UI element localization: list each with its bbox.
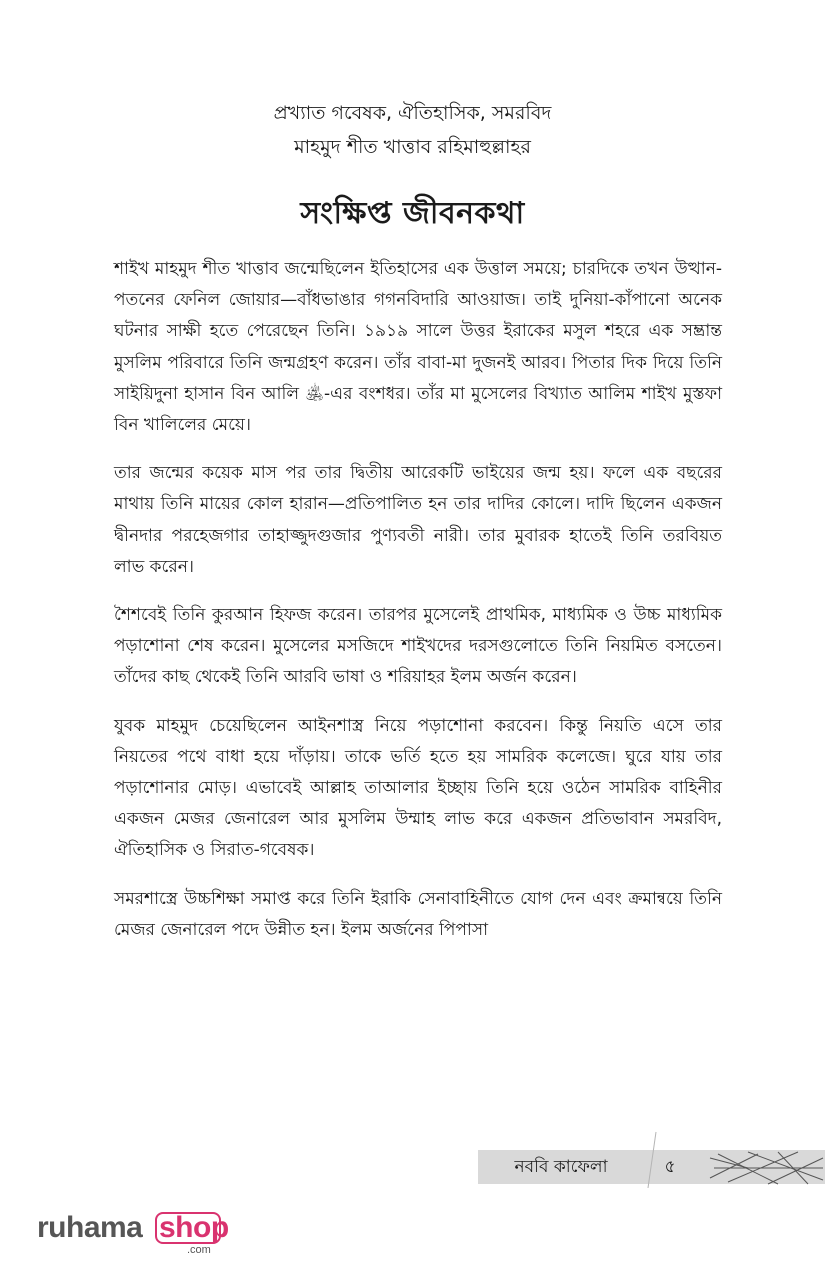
page-number: ৫	[664, 1157, 676, 1177]
logo-ruhama-text: ruhama	[37, 1211, 143, 1244]
chapter-title: সংক্ষিপ্ত জীবনকথা	[300, 196, 525, 231]
page-footer	[478, 1150, 825, 1188]
paragraph-4: যুবক মাহমুদ চেয়েছিলেন আইনশাস্ত্র নিয়ে পড়াশোনা করবেন। কিন্তু নিয়তি এসে তার নিয়তের পথে বাধা হয়ে দাঁড়ায়। তাকে ভর্তি হতে হয় সামরিক কলেজে। ঘুরে যায় তার পড়াশোনার মোড়। এভাবেই আল্লাহ তাআলার ইচ্ছায় তিনি হয়ে ওঠেন সামরিক বাহিনীর একজন মেজর জেনারেল আর মুসলিম উম্মাহ লাভ করে একজন প্রতিভাবান সমরবিদ, ঐতিহাসিক ও সিরাত-গবেষক।	[114, 715, 722, 861]
header-line-1: প্রখ্যাত গবেষক, ঐতিহাসিক, সমরবিদ	[273, 102, 552, 124]
paragraph-3: শৈশবেই তিনি কুরআন হিফজ করেন। তারপর মুসেলেই প্রাথমিক, মাধ্যমিক ও উচ্চ মাধ্যমিক পড়াশোনা শেষ করেন। মুসেলের মসজিদে শাইখদের দরসগুলোতে তিনি নিয়মিত বসতেন। তাঁদের কাছ থেকেই তিনি আরবি ভাষা ও শরিয়াহর ইলম অর্জন করেন।	[114, 605, 722, 688]
paragraph-5: সমরশাস্ত্রে উচ্চশিক্ষা সমাপ্ত করে তিনি ইরাকি সেনাবাহিনীতে যোগ দেন এবং ক্রমান্বয়ে তিনি মেজর জেনারেল পদে উন্নীত হন। ইলম অর্জনের পিপাসা	[114, 888, 722, 940]
book-header	[0, 96, 825, 164]
footer-book-title: নববি কাফেলা	[514, 1157, 608, 1177]
chapter-body	[114, 254, 722, 963]
paragraph-2: তার জন্মের কয়েক মাস পর তার দ্বিতীয় আরেকটি ভাইয়ের জন্ম হয়। ফলে এক বছরের মাথায় তিনি মায়ের কোল হারান—প্রতিপালিত হন তার দাদির কোলে। দাদি ছিলেন একজন দ্বীনদার পরহেজগার তাহাজ্জুদগুজার পুণ্যবতী নারী। তার মুবারক হাতেই তিনি তরবিয়ত লাভ করেন।	[114, 463, 722, 577]
header-line-2: মাহমুদ শীত খাত্তাব রহিমাহুল্লাহর	[294, 136, 531, 158]
logo-dotcom-text: .com	[187, 1244, 211, 1256]
paragraph-1: শাইখ মাহমুদ শীত খাত্তাব জন্মেছিলেন ইতিহাসের এক উত্তাল সময়ে; চারদিকে তখন উত্থান-পতনের ফেনিল জোয়ার—বাঁধভাঙার গগনবিদারি আওয়াজ। তাই দুনিয়া-কাঁপানো অনেক ঘটনার সাক্ষী হতে পেরেছেন তিনি। ১৯১৯ সালে উত্তর ইরাকের মসুল শহরে এক সম্ভ্রান্ত মুসলিম পরিবারে তিনি জন্মগ্রহণ করেন। তাঁর বাবা-মা দুজনই আরব। পিতার দিক দিয়ে তিনি সাইয়িদুনা হাসান বিন আলি ﵁-এর বংশধর। তাঁর মা মুসেলের বিখ্যাত আলিম শাইখ মুস্তফা বিন খালিলের মেয়ে।	[114, 259, 722, 436]
logo-shop-text: shop	[159, 1211, 229, 1244]
